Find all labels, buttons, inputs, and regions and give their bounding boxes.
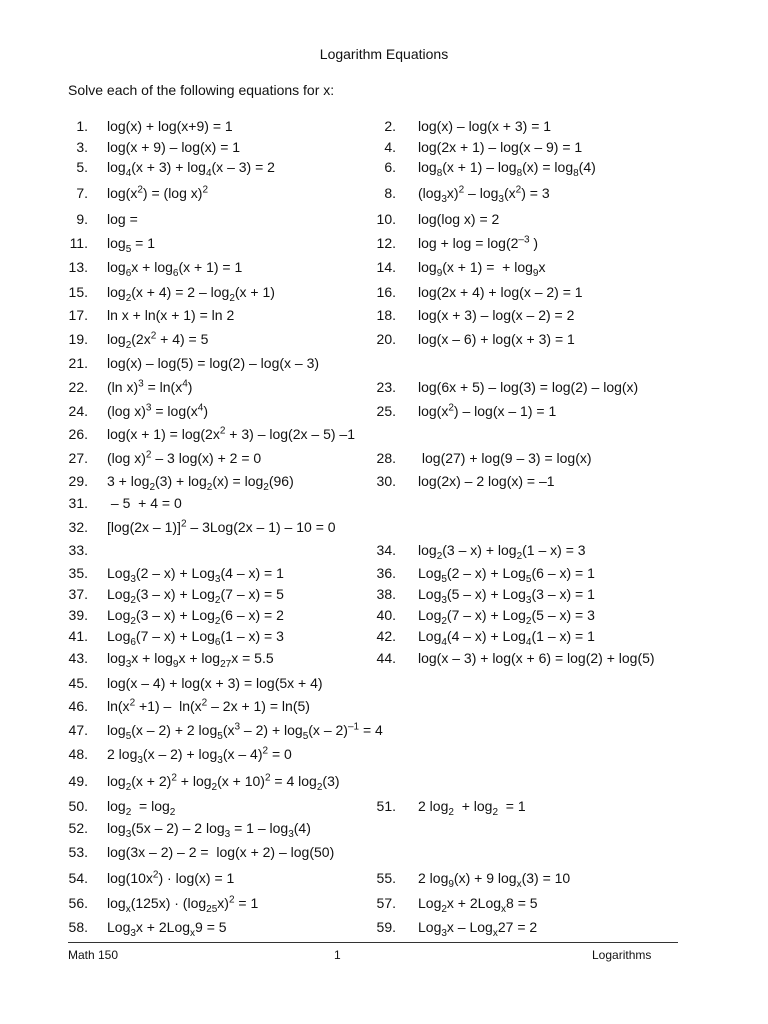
problem-number: 56. [68, 895, 88, 911]
problem-equation: (log x)$^2$ – 3 log(x) + 2 = 0 [107, 449, 262, 466]
problem-row [0, 234, 768, 256]
instructions: Solve each of the following equations for x: [68, 82, 335, 98]
problem-equation: log(x) + log(x+9) = 1 [107, 118, 233, 134]
problem-equation: Log$_2$(7 – x) + Log$_2$(5 – x) = 3 [418, 607, 595, 627]
problem-number: 39. [68, 607, 88, 623]
problem-number: 33. [68, 542, 88, 558]
problem-row [0, 210, 768, 232]
problem-row [0, 606, 768, 628]
problem-equation: $\log_5(x - 2) + 2$ $\log_5(x^3 - 2) + \log_5(x - 2)^{-1} = 4$ [107, 721, 383, 742]
problem-equation: $\log + \log = \log(2^{-3}$ ) [418, 234, 539, 251]
problem-number: 40. [376, 607, 396, 623]
problem-row [0, 585, 768, 607]
problem-number: 48. [68, 746, 88, 762]
problem-row [0, 745, 768, 767]
problem-equation: log(2x) – 2 log(x) = –1 [418, 473, 555, 489]
problem-equation: Log$_6$(7 – x) + Log$_6$(1 – x) = 3 [107, 628, 284, 648]
page-title: Logarithm Equations [319, 46, 449, 62]
problem-number: 45. [68, 675, 88, 691]
problem-row [0, 869, 768, 891]
problem-number: 9. [76, 211, 88, 227]
problem-number: 50. [68, 798, 88, 814]
problem-number: 26. [68, 426, 88, 442]
problem-number: 18. [376, 307, 396, 323]
problem-number: 22. [68, 379, 88, 395]
problem-number: 11. [69, 235, 88, 251]
problem-number: 16. [376, 284, 396, 300]
problem-equation: ln x + ln(x + 1) = ln 2 [107, 307, 235, 323]
problem-number: 29. [68, 473, 88, 489]
problem-row [0, 627, 768, 649]
problem-row [0, 425, 768, 447]
problem-equation: $(\log_3x)^2 - \log_3(x^2) = 3$ [418, 184, 550, 205]
problem-row [0, 674, 768, 696]
problem-equation: log(x) – log(x + 3) = 1 [418, 118, 552, 134]
problem-number: 49. [68, 773, 88, 789]
problem-number: 8. [384, 185, 396, 201]
problem-row [0, 472, 768, 494]
problem-row [0, 158, 768, 180]
problem-equation: Log$_3$(5 – x) + Log$_3$(3 – x) = 1 [418, 586, 595, 606]
problem-equation: 2 $\log_3(x - 2) + \log_3(x - 4)^2 = 0$ [107, 745, 292, 766]
problem-row [0, 494, 768, 516]
problem-equation: log(log x) = 2 [418, 211, 500, 227]
problem-equation: (log $x)^3 = \log(x^4)$ [107, 402, 209, 419]
problem-number: 10. [376, 211, 396, 227]
problem-equation: $\log_2(x + 4) = 2 - \log_2(x + 1)$ [107, 284, 275, 304]
problem-number: 54. [68, 870, 88, 886]
footer-page-number: 1 [334, 948, 341, 962]
problem-equation: log(2x + 1) – log(x – 9) = 1 [418, 139, 583, 155]
problem-number: 28. [376, 450, 396, 466]
problem-row [0, 258, 768, 280]
problem-row [0, 138, 768, 160]
problem-row [0, 819, 768, 841]
problem-number: 34. [376, 542, 396, 558]
footer-topic: Logarithms [592, 948, 652, 962]
problem-equation: $\log_x(125x) \cdot (\log_{25}x)^2 = 1$ [107, 894, 259, 915]
problem-number: 57. [376, 895, 396, 911]
problem-number: 14. [376, 259, 396, 275]
problem-equation: $\log_3(5x - 2) - 2$ $\log_3 = 1 - \log_3(4)$ [107, 820, 311, 840]
problem-equation: log(2x + 4) + log(x – 2) = 1 [418, 284, 583, 300]
problem-number: 38. [376, 586, 396, 602]
problem-number: 55. [376, 870, 396, 886]
problem-equation: log(x – 6) + log(x + 3) = 1 [418, 331, 575, 347]
problem-equation: log(x + 3) – log(x – 2) = 2 [418, 307, 575, 323]
problem-equation: log(x + 9) – log(x) = 1 [107, 139, 241, 155]
problem-number: 58. [68, 919, 88, 935]
problem-equation: $3 + \log_2(3) + \log_2(x) = \log_2(96)$ [107, 473, 294, 493]
problem-equation: $\log_2(x + 2)^2 + \log_2(x + 10)^2 = 4$ $\log_2(3)$ [107, 772, 340, 793]
problem-equation: Log$_2$(3 – x) + Log$_2$(7 – x) = 5 [107, 586, 284, 606]
problem-row [0, 306, 768, 328]
problem-number: 21. [68, 355, 88, 371]
problem-equation: $\log_2 = \log_2$ [107, 798, 176, 818]
problem-row [0, 721, 768, 743]
problem-number: 24. [68, 403, 88, 419]
problem-equation: log(x – 3) + log(x + 6) = log(2) + log(5) [418, 650, 655, 666]
problem-number: 59. [376, 919, 396, 935]
problem-row [0, 649, 768, 671]
problem-number: 46. [68, 698, 88, 714]
problem-equation: Log$_3$x – Log$_x$27 = 2 [418, 919, 538, 939]
problem-number: 53. [68, 844, 88, 860]
problem-equation: Log$_2$x + 2Log$_x$8 = 5 [418, 895, 538, 915]
problem-number: 7. [76, 185, 88, 201]
problem-equation: $\log_2(2x^2 + 4) = 5$ [107, 330, 209, 351]
problem-equation: – 5 + 4 = 0 [107, 495, 182, 511]
problem-number: 23. [376, 379, 396, 395]
problem-equation: $\log_9(x + 1)$ = + $\log_9x$ [418, 259, 546, 279]
problem-equation: Log$_3$x + 2Log$_x$9 = 5 [107, 919, 227, 939]
problem-row [0, 564, 768, 586]
problem-number: 51. [376, 798, 396, 814]
footer-course: Math 150 [68, 948, 119, 962]
problem-equation: $\log_6x + \log_6(x + 1) = 1$ [107, 259, 243, 279]
problem-equation: log(27) + log(9 – 3) = log(x) [418, 450, 592, 466]
problem-row [0, 843, 768, 865]
problem-number: 17. [68, 307, 88, 323]
problem-equation: $\log(x^2) - \log(x - 1) = 1$ [418, 402, 557, 419]
problem-equation: log(x – 4) + log(x + 3) = log(5x + 4) [107, 675, 323, 691]
problem-equation: Log$_3$(2 – x) + Log$_3$(4 – x) = 1 [107, 565, 284, 585]
problem-row [0, 918, 768, 940]
problem-number: 52. [68, 820, 88, 836]
problem-row [0, 184, 768, 206]
problem-number: 1. [76, 118, 88, 134]
problem-equation: log(3x – 2) – 2 = log(x + 2) – log(50) [107, 844, 335, 860]
problem-equation: $\log_4(x + 3) + \log_4(x - 3) = 2$ [107, 159, 275, 179]
problem-equation: 2 $\log_9(x) + 9$ $\log_x(3) = 10$ [418, 870, 571, 890]
problem-number: 32. [68, 519, 88, 535]
problem-number: 30. [376, 473, 396, 489]
problem-equation: [log(2x – 1)]$^2$ – 3Log(2x – 1) – 10 = 0 [107, 518, 336, 535]
problem-row [0, 797, 768, 819]
problem-equation: Log$_4$(4 – x) + Log$_4$(1 – x) = 1 [418, 628, 595, 648]
problem-number: 19. [68, 331, 88, 347]
problem-number: 37. [68, 586, 88, 602]
problem-row [0, 697, 768, 719]
problem-equation: Log$_5$(2 – x) + Log$_5$(6 – x) = 1 [418, 565, 595, 585]
problem-number: 5. [76, 159, 88, 175]
problem-equation: log(x) – log(5) = log(2) – log(x – 3) [107, 355, 320, 371]
problem-equation: $\log(x^2) = (\log$ x)$^2$ [107, 184, 208, 201]
problem-equation: 2 $\log_2 + \log_2 = 1$ [418, 798, 526, 818]
problem-row [0, 518, 768, 540]
problem-row [0, 117, 768, 139]
problem-number: 41. [68, 628, 88, 644]
problem-equation: $\log(10x^2) \cdot \log(x) = 1$ [107, 869, 235, 886]
footer-rule [68, 942, 678, 943]
problem-equation: (ln $x)^3 = \ln(x^4)$ [107, 378, 193, 395]
problem-row [0, 283, 768, 305]
problem-row [0, 354, 768, 376]
problem-number: 20. [376, 331, 396, 347]
problem-number: 25. [376, 403, 396, 419]
problem-row [0, 402, 768, 424]
problem-number: 27. [68, 450, 88, 466]
problem-number: 2. [384, 118, 396, 134]
problem-equation: $\log_3x + \log_9x + \log_{27}x = 5.5$ [107, 650, 274, 670]
problem-equation: $\log(x + 1) = \log(2x^2 + 3) - \log(2x - 5)$ –1 [107, 425, 355, 442]
problem-equation: $\ln(x^2 +1) - \ln(x^2 - 2x + 1) = \ln(5)$ [107, 697, 310, 714]
problem-number: 43. [68, 650, 88, 666]
problem-row [0, 449, 768, 471]
problem-number: 13. [68, 259, 88, 275]
problem-number: 47. [68, 722, 88, 738]
problem-number: 31. [68, 495, 88, 511]
problem-number: 15. [68, 284, 88, 300]
problem-number: 4. [384, 139, 396, 155]
problem-equation: $\log_5 = 1$ [107, 235, 155, 255]
problem-number: 44. [376, 650, 396, 666]
problem-row [0, 894, 768, 916]
problem-equation: Log$_2$(3 – x) + Log$_2$(6 – x) = 2 [107, 607, 284, 627]
problem-number: 6. [384, 159, 396, 175]
problem-equation: log(6x + 5) – log(3) = log(2) – log(x) [418, 379, 639, 395]
problem-number: 36. [376, 565, 396, 581]
problem-equation: log = [107, 211, 138, 227]
problem-row [0, 772, 768, 794]
problem-number: 3. [76, 139, 88, 155]
problem-number: 35. [68, 565, 88, 581]
problem-row [0, 330, 768, 352]
problem-number: 42. [376, 628, 396, 644]
problem-row [0, 378, 768, 400]
problem-equation: $\log_2(3 - x) + \log_2(1 - x) = 3$ [418, 542, 586, 562]
problem-row [0, 541, 768, 563]
problem-number: 12. [376, 235, 396, 251]
problem-equation: $\log_8(x + 1) - \log_8(x) = \log_8(4)$ [418, 159, 596, 179]
